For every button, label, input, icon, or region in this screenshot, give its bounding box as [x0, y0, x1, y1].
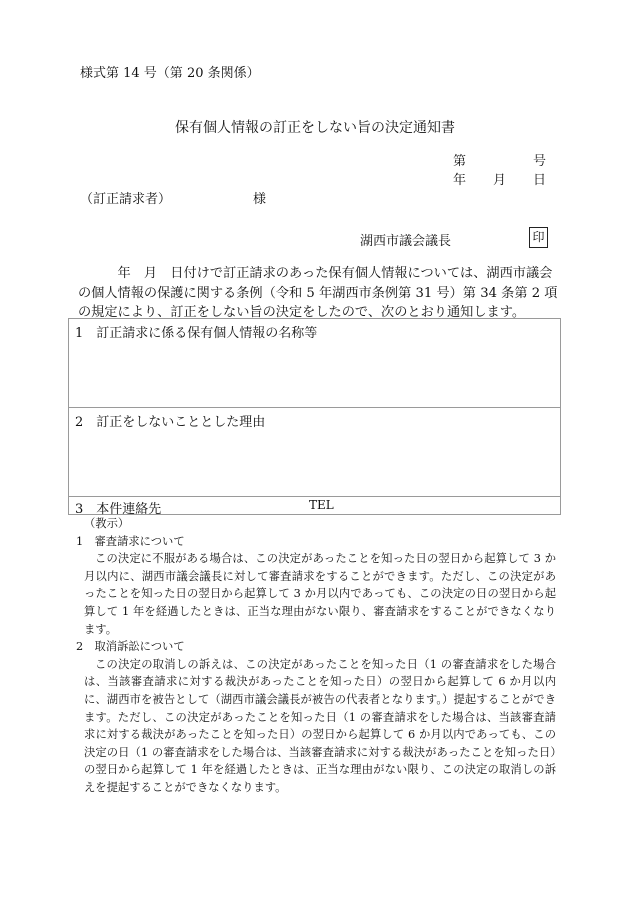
notice-section — [76, 515, 556, 797]
seal-stamp-box: 印 — [529, 227, 548, 248]
document-title: 保有個人情報の訂正をしない旨の決定通知書 — [175, 120, 455, 136]
notice-item-lawsuit-body: この決定の取消しの訴えは、この決定があったことを知った日（1 の審査請求をした場合は、当該審査請求に対する裁決があったことを知った日）の翌日から起算して 6 か月以内に、湖西市を被告として（湖西市議会議長が被告の代表者となります。）提起することができます。ただし、この決定があったことを知った日（1 の審査請求をした場合は、当該審査請求に対する裁決があったことを知った日）の翌日から起算して 6 か月以内であっても、この決定の日（1 の審査請求をした場合は、当該審査請求に対する裁決があったことを知った日）の翌日から起算して 1 年を経過したときは、正当な理由がない限り、この決定の取消しの訴えを提起することができなくなります。 — [84, 657, 556, 794]
info-name-label: 1 訂正請求に係る保有個人情報の名称等 — [75, 326, 318, 341]
date-day-label: 日 — [533, 173, 547, 188]
contact-section — [68, 496, 561, 515]
tel-label: TEL — [309, 498, 334, 512]
honorific-sama: 様 — [253, 192, 267, 207]
doc-number-suffix: 号 — [533, 154, 547, 169]
contact-label: 3 本件連絡先 — [75, 502, 162, 517]
intro-paragraph: 年 月 日付けで訂正請求のあった保有個人情報については、湖西市議会の個人情報の保護に関する条例（令和 5 年湖西市条例第 31 号）第 34 条第 2 項の規定により、訂正をしない旨の決定をしたので、次のとおり通知します。 — [78, 266, 558, 320]
notice-item-appeal-body: この決定に不服がある場合は、この決定があったことを知った日の翌日から起算して 3 か月以内に、湖西市議会議長に対して審査請求をすることができます。ただし、この決定があったことを知った日の翌日から起算して 3 か月以内であっても、この決定の日の翌日から起算して 1 年を経過したときは、正当な理由がない限り、審査請求をすることができなくなります。 — [84, 552, 556, 636]
reason-section — [68, 407, 561, 497]
date-year-label: 年 — [453, 173, 467, 188]
reason-label: 2 訂正をしないこととした理由 — [75, 415, 266, 430]
doc-number-prefix: 第 — [453, 154, 467, 169]
issuer-title: 湖西市議会議長 — [360, 234, 452, 249]
notice-heading: （教示） — [84, 517, 130, 530]
form-number: 様式第 14 号（第 20 条関係） — [80, 66, 260, 81]
info-name-section — [68, 318, 561, 408]
date-month-label: 月 — [493, 173, 507, 188]
notice-item-lawsuit-title: 2 取消訴訟について — [76, 640, 185, 654]
requester-label: （訂正請求者） — [80, 192, 172, 207]
notice-item-appeal-title: 1 審査請求について — [76, 534, 185, 548]
